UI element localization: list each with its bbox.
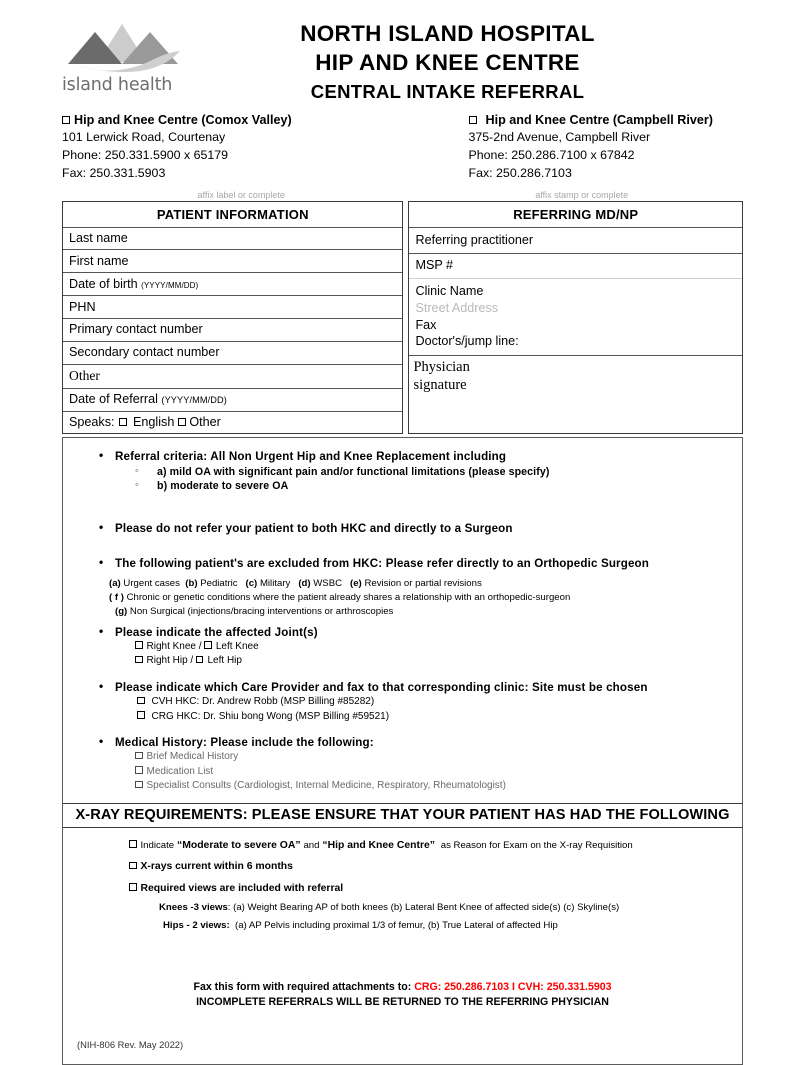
- field-dob-label: Date of birth: [69, 276, 138, 291]
- medication-list-label: Medication List: [146, 765, 214, 777]
- specialist-consults-label: Specialist Consults (Cardiologist, Internal Medicine, Respiratory, Rheumatologist): [146, 780, 506, 792]
- xray-item-indicate: [63, 839, 742, 853]
- field-primary-contact[interactable]: [63, 318, 402, 341]
- site-campbell-checkbox[interactable]: [469, 116, 477, 124]
- site-comox-valley: [62, 111, 403, 182]
- criteria-bullet-referral-text: Referral criteria: All Non Urgent Hip and Knee Replacement including: [115, 450, 507, 464]
- joints-row-knee: [63, 640, 742, 655]
- field-referring-practitioner[interactable]: [409, 227, 742, 254]
- exclusion-text-e: Revision or partial revisions: [364, 578, 482, 590]
- medical-history-heading-text: Medical History: Please include the following:: [115, 736, 374, 750]
- care-provider-option-crg: [63, 710, 742, 725]
- knee-separator: /: [198, 640, 202, 652]
- xray-item-current: [63, 860, 742, 874]
- exclusion-line-3: [63, 605, 742, 619]
- field-speaks[interactable]: [63, 411, 402, 434]
- xray-knees-views: [63, 902, 742, 914]
- field-clinic-name: Clinic Name: [415, 284, 484, 299]
- incomplete-referral-warning: INCOMPLETE REFERRALS WILL BE RETURNED TO THE REFERRING PHYSICIAN: [196, 996, 609, 1009]
- brief-medical-history-checkbox[interactable]: [135, 752, 143, 760]
- exclusion-line-2: [63, 591, 742, 605]
- right-hip-label: Right Hip: [146, 655, 188, 667]
- right-hip-checkbox[interactable]: [135, 656, 143, 664]
- joints-heading: [63, 625, 742, 640]
- xray-indicate-checkbox[interactable]: [129, 840, 137, 848]
- right-knee-checkbox[interactable]: [135, 641, 143, 649]
- left-knee-label: Left Knee: [215, 640, 259, 652]
- site-comox-address: 101 Lerwick Road, Courtenay: [62, 130, 226, 145]
- field-date-of-birth[interactable]: [63, 272, 402, 295]
- field-secondary-contact[interactable]: [63, 341, 402, 364]
- speaks-other-checkbox[interactable]: [178, 418, 186, 426]
- exclusion-text-g: Non Surgical (injections/bracing interventions or arthroscopies: [129, 606, 394, 618]
- field-last-name-label: Last name: [69, 231, 128, 246]
- hip-separator: /: [190, 655, 194, 667]
- exclusion-text-a: Urgent cases: [123, 578, 180, 590]
- site-comox-phone: Phone: 250.331.5900 x 65179: [62, 148, 229, 163]
- patient-table-header: PATIENT INFORMATION: [156, 206, 309, 222]
- xray-current-label: X-rays current within 6 months: [140, 861, 293, 873]
- field-dob-hint: (YYYY/MM/DD): [141, 280, 199, 290]
- xray-views-label: Required views are included with referral: [140, 882, 344, 894]
- joints-row-hip: [63, 654, 742, 669]
- field-clinic-fax: Fax: [415, 317, 437, 332]
- criteria-bullet-no-double-refer-text: Please do not refer your patient to both HKC and directly to a Surgeon: [115, 522, 513, 536]
- criteria-sub-a-text: a) mild OA with significant pain and/or functional limitations (please specify): [157, 465, 550, 478]
- xray-item-views: [63, 882, 742, 896]
- speaks-other-label: Other: [189, 415, 221, 430]
- field-phn[interactable]: [63, 295, 402, 318]
- crg-hkc-checkbox[interactable]: [137, 711, 145, 719]
- site-comox-name: Hip and Knee Centre (Comox Valley): [74, 113, 292, 128]
- physician-signature-block[interactable]: [409, 355, 742, 398]
- medical-history-heading: [63, 735, 742, 750]
- field-referring-practitioner-label: Referring practitioner: [415, 232, 534, 247]
- field-primary-contact-label: Primary contact number: [69, 322, 203, 337]
- referral-criteria-box: [62, 437, 743, 1064]
- site-campbell-river: [403, 111, 744, 182]
- care-provider-heading-text: Please indicate which Care Provider and fax to that corresponding clinic: Site must be chosen: [115, 680, 648, 694]
- exclusion-text-d: WSBC: [313, 578, 343, 590]
- exclusion-text-b: Pediatric: [200, 578, 238, 590]
- xray-indicate-quote2: “Hip and Knee Centre”: [322, 839, 435, 851]
- xray-knees-text: : (a) Weight Bearing AP of both knees (b) Lateral Bent Knee of affected side(s) (c) Skyline(s): [227, 902, 620, 914]
- xray-requirements-banner: X-RAY REQUIREMENTS: PLEASE ENSURE THAT YOUR PATIENT HAS HAD THE FOLLOWING: [63, 803, 742, 828]
- logo-wordmark: island health: [62, 75, 173, 95]
- crg-hkc-label: CRG HKC: Dr. Shiu bong Wong (MSP Billing #59521): [151, 710, 390, 722]
- site-campbell-title[interactable]: [469, 111, 744, 129]
- referring-md-table: [408, 201, 743, 435]
- field-referral-date-label: Date of Referral: [69, 392, 158, 407]
- xray-indicate-post: as Reason for Exam on the X-ray Requisition: [440, 839, 633, 851]
- signature-label-line2: signature: [413, 376, 467, 393]
- exclusion-tag-g: (g): [115, 606, 128, 618]
- xray-knees-label: Knees -3 views: [159, 902, 228, 914]
- affix-label-hint: affix label or complete: [197, 189, 285, 200]
- centre-name: HIP AND KNEE CENTRE: [315, 49, 580, 75]
- left-hip-checkbox[interactable]: [196, 656, 204, 664]
- speaks-english-checkbox[interactable]: [119, 418, 127, 426]
- form-titles: [192, 14, 743, 105]
- xray-hips-text: (a) AP Pelvis including proximal 1/3 of femur, (b) True Lateral of affected Hip: [235, 919, 558, 931]
- xray-indicate-quote1: “Moderate to severe OA”: [177, 839, 301, 851]
- site-contacts: [0, 105, 791, 182]
- field-jump-line: Doctor's/jump line:: [415, 334, 519, 349]
- care-provider-heading: [63, 680, 742, 695]
- xray-views-checkbox[interactable]: [129, 883, 137, 891]
- site-comox-title[interactable]: [62, 111, 403, 129]
- exclusion-tag-b: (b): [185, 578, 198, 590]
- xray-hips-views: [63, 920, 742, 932]
- fax-instruction-line: [63, 980, 742, 995]
- joints-heading-text: Please indicate the affected Joint(s): [115, 625, 318, 639]
- right-knee-label: Right Knee: [146, 640, 196, 652]
- cvh-hkc-label: CVH HKC: Dr. Andrew Robb (MSP Billing #85282): [151, 696, 375, 708]
- patient-information-table: [62, 201, 403, 435]
- field-other[interactable]: [63, 364, 402, 388]
- island-health-logo: [62, 14, 192, 95]
- info-tables: [62, 201, 743, 435]
- field-other-label: Other: [69, 368, 100, 384]
- exclusion-tag-a: (a): [109, 578, 121, 590]
- exclusion-tag-f: ( f ): [109, 592, 124, 604]
- field-msp-label: MSP #: [415, 258, 454, 273]
- xray-hips-label: Hips - 2 views:: [163, 919, 230, 931]
- referrer-table-header: REFERRING MD/NP: [513, 206, 639, 222]
- speaks-english-label: English: [133, 415, 175, 430]
- site-comox-fax: Fax: 250.331.5903: [62, 165, 166, 180]
- exclusion-tag-c: (c): [245, 578, 258, 590]
- exclusion-text-f: Chronic or genetic conditions where the patient already shares a relationship with an orthopedic-surgeon: [126, 592, 571, 604]
- site-campbell-fax: Fax: 250.286.7103: [468, 165, 572, 180]
- site-campbell-name: Hip and Knee Centre (Campbell River): [485, 113, 713, 128]
- criteria-bullet-no-double-refer: [63, 521, 742, 536]
- criteria-bullet-referral: [63, 449, 742, 464]
- medical-history-option-medication: [63, 765, 742, 780]
- criteria-bullet-exclusions-text: The following patient's are excluded from HKC: Please refer directly to an Orthopedic Surgeon: [115, 557, 650, 571]
- field-street-address: Street Address: [415, 301, 499, 315]
- field-date-of-referral[interactable]: [63, 388, 402, 411]
- form-header: [0, 0, 791, 105]
- xray-indicate-pre: Indicate: [140, 839, 175, 851]
- hospital-name: NORTH ISLAND HOSPITAL: [300, 21, 595, 46]
- exclusion-tag-d: (d): [298, 578, 311, 590]
- site-comox-checkbox[interactable]: [62, 116, 70, 124]
- cvh-hkc-checkbox[interactable]: [137, 697, 145, 705]
- clinic-details-block[interactable]: [409, 278, 742, 355]
- fax-instruction-prefix: Fax this form with required attachments to:: [193, 981, 412, 994]
- exclusion-text-c: Military: [259, 578, 291, 590]
- medical-history-option-brief: [63, 750, 742, 765]
- criteria-sub-b-text: b) moderate to severe OA: [157, 479, 289, 492]
- field-msp-number[interactable]: [409, 253, 742, 278]
- exclusion-tag-e: (e): [350, 578, 362, 590]
- criteria-bullet-exclusions: [63, 556, 742, 571]
- left-knee-checkbox[interactable]: [204, 641, 212, 649]
- medication-list-checkbox[interactable]: [135, 766, 143, 774]
- field-phn-label: PHN: [69, 299, 96, 314]
- form-subtitle: CENTRAL INTAKE REFERRAL: [310, 80, 585, 102]
- mountains-wave-logo-icon: [62, 18, 182, 74]
- affix-stamp-hint: affix stamp or complete: [535, 189, 629, 200]
- field-first-name[interactable]: [63, 249, 402, 272]
- xray-indicate-mid: and: [303, 839, 320, 851]
- field-first-name-label: First name: [69, 253, 129, 268]
- care-provider-option-cvh: [63, 695, 742, 710]
- site-campbell-address: 375-2nd Avenue, Campbell River: [468, 130, 651, 145]
- field-secondary-contact-label: Secondary contact number: [69, 345, 220, 360]
- brief-medical-history-label: Brief Medical History: [146, 751, 239, 763]
- site-campbell-phone: Phone: 250.286.7100 x 67842: [468, 148, 635, 163]
- exclusion-line-1: [63, 577, 742, 591]
- signature-label-line1: Physician: [413, 359, 470, 376]
- medical-history-option-consults: [63, 779, 742, 794]
- field-last-name[interactable]: [63, 227, 402, 250]
- criteria-sub-b: [63, 479, 742, 493]
- affix-hints: [0, 190, 791, 200]
- speaks-label: Speaks:: [69, 415, 115, 430]
- fax-numbers: CRG: 250.286.7103 I CVH: 250.331.5903: [414, 981, 612, 994]
- xray-current-checkbox[interactable]: [129, 862, 137, 870]
- left-hip-label: Left Hip: [207, 655, 242, 667]
- specialist-consults-checkbox[interactable]: [135, 781, 143, 789]
- criteria-sub-a: [63, 465, 742, 479]
- form-id: (NIH-806 Rev. May 2022): [77, 1038, 184, 1050]
- field-referral-date-hint: (YYYY/MM/DD): [161, 395, 227, 406]
